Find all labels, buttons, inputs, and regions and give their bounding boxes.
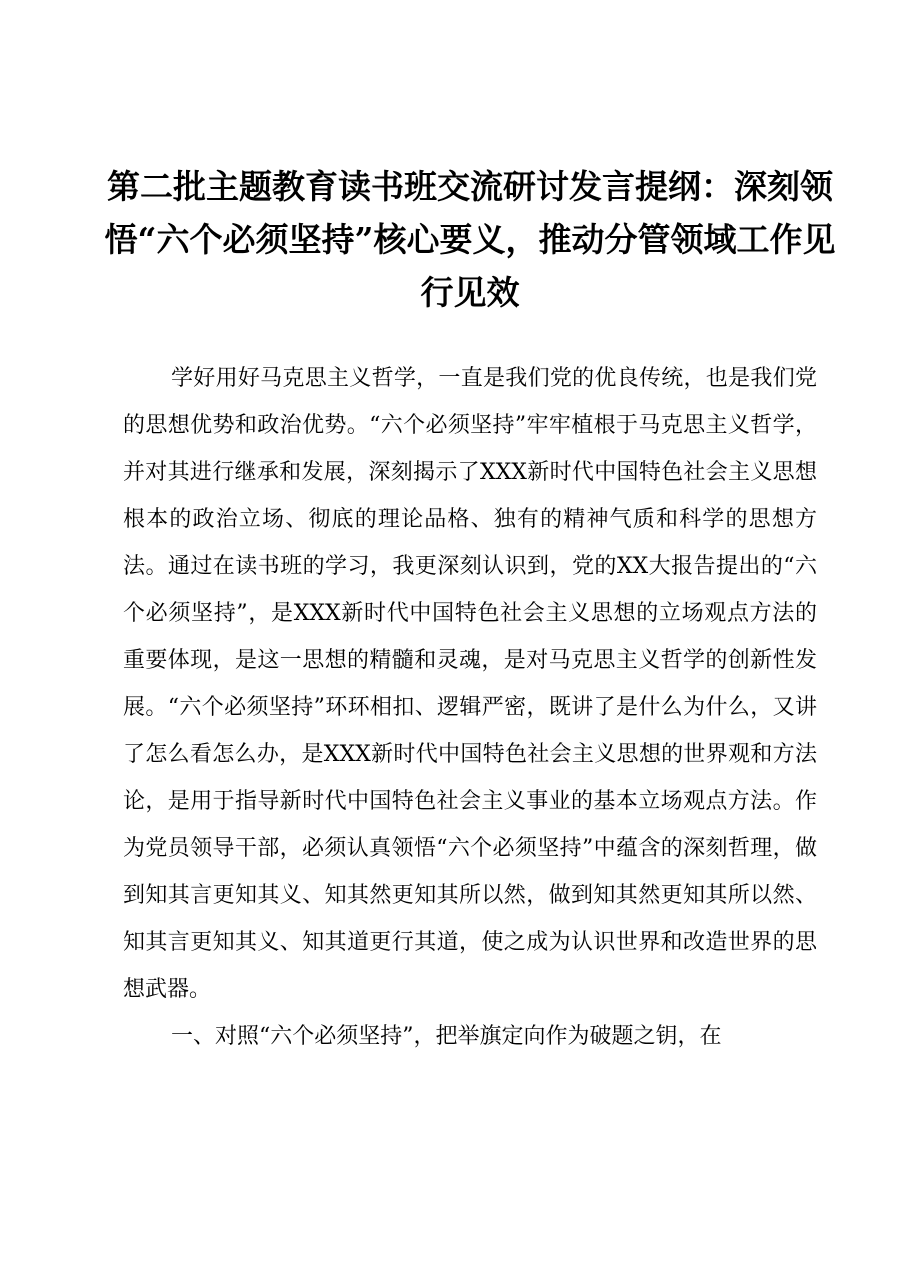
document-title: 第二批主题教育读书班交流研讨发言提纲：深刻领悟“六个必须坚持”核心要义，推动分管领域工作见行见效 [104,167,836,312]
body-paragraph-intro: 学好用好马克思主义哲学，一直是我们党的优良传统，也是我们党的思想优势和政治优势。“六个必须坚持”牢牢植根于马克思主义哲学，并对其进行继承和发展，深刻揭示了XXX新时代中国特色社会主义思想根本的政治立场、彻底的理论品格、独有的精神气质和科学的思想方法。通过在读书班的学习，我更深刻认识到，党的XX大报告提出的“六个必须坚持”，是XXX新时代中国特色社会主义思想的立场观点方法的重要体现，是这一思想的精髓和灵魂，是对马克思主义哲学的创新性发展。“六个必须坚持”环环相扣、逻辑严密，既讲了是什么为什么，又讲了怎么看怎么办，是XXX新时代中国特色社会主义思想的世界观和方法论，是用于指导新时代中国特色社会主义事业的基本立场观点方法。作为党员领导干部，必须认真领悟“六个必须坚持”中蕴含的深刻哲理，做到知其言更知其义、知其然更知其所以然，做到知其然更知其所以然、知其言更知其义、知其道更行其道，使之成为认识世界和改造世界的思想武器。 [123,366,817,1002]
body-paragraph-section-one: 一、对照“六个必须坚持”，把举旗定向作为破题之钥，在 [171,1024,722,1049]
document-body [123,355,817,1060]
